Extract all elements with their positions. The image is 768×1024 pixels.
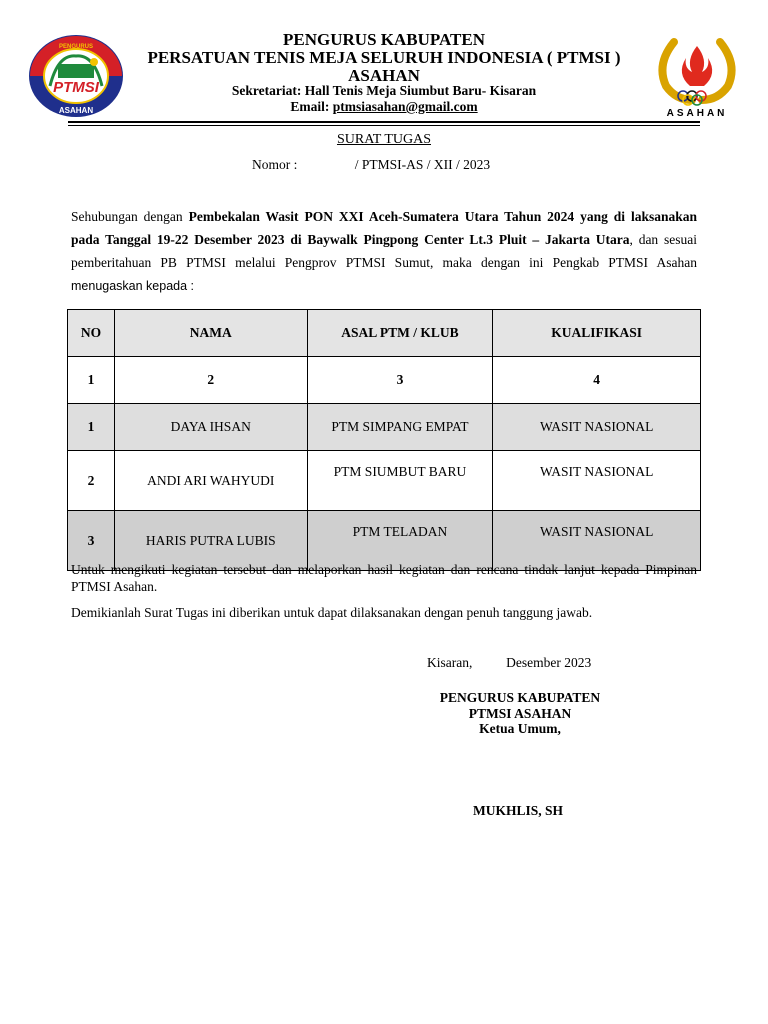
place-date: Kisaran, Desember 2023 [427, 655, 592, 670]
letterhead-line3: ASAHAN [348, 66, 420, 85]
email-link[interactable]: ptmsiasahan@gmail.com [332, 99, 478, 114]
document-number: Nomor : / PTMSI-AS / XII / 2023 [252, 157, 491, 172]
opening-part3: menugaskan kepada : [71, 279, 195, 293]
table-header-row [68, 310, 701, 357]
letterhead-divider [68, 121, 700, 123]
header-nama: NAMA [114, 310, 307, 357]
secretariat-address: Sekretariat: Hall Tenis Meja Siumbut Baru- Kisaran [231, 83, 537, 98]
closing-paragraph-1: Untuk mengikuti kegiatan tersebut dan melaporkan hasil kegiatan dan rencana tindak lanjut kepada Pimpinan PTMSI Asahan. [71, 562, 697, 594]
column-number: 1 [68, 357, 115, 404]
column-number: 4 [493, 357, 701, 404]
row-nama: HARIS PUTRA LUBIS [114, 511, 307, 571]
table-row [68, 404, 701, 451]
row-asal: PTM SIUMBUT BARU [307, 451, 493, 511]
document-title: SURAT TUGAS [336, 132, 431, 147]
header-asal: ASAL PTM / KLUB [307, 310, 493, 357]
table-row [68, 451, 701, 511]
row-no: 1 [68, 404, 115, 451]
svg-text:ASAHAN: ASAHAN [58, 106, 94, 115]
signatory-name: MUKHLIS, SH [473, 803, 564, 818]
assignment-table [67, 309, 701, 571]
column-number: 3 [307, 357, 493, 404]
letterhead-line1: PENGURUS KABUPATEN [283, 30, 485, 49]
row-nama: ANDI ARI WAHYUDI [114, 451, 307, 511]
row-no: 2 [68, 451, 115, 511]
signatory-position: Ketua Umum, [479, 721, 561, 736]
email-line [0, 99, 768, 115]
opening-bold: Pembekalan Wasit PON XXI Aceh-Sumatera Utara Tahun 2024 yang di laksanakan pada Tanggal 19-22 Desember 2023 di Baywalk Pingpong Center Lt.3 Pluit – Jakarta Utara [71, 209, 697, 247]
row-no: 3 [68, 511, 115, 571]
row-asal: PTM SIMPANG EMPAT [307, 404, 493, 451]
row-kualifikasi: WASIT NASIONAL [493, 451, 701, 511]
email-label: Email: [290, 99, 333, 114]
signatory-org-2: PTMSI ASAHAN [468, 706, 572, 721]
row-asal: PTM TELADAN [307, 511, 493, 571]
opening-part2: , dan sesuai pemberitahuan PB PTMSI melalui Pengprov PTMSI Sumut, maka dengan ini Pengkab PTMSI Asahan [71, 232, 697, 270]
row-kualifikasi: WASIT NASIONAL [493, 511, 701, 571]
opening-paragraph [71, 205, 697, 298]
row-kualifikasi: WASIT NASIONAL [493, 404, 701, 451]
letterhead-line2: PERSATUAN TENIS MEJA SELURUH INDONESIA ( PTMSI ) [147, 48, 621, 67]
svg-text:PENGURUS: PENGURUS [58, 44, 94, 50]
header-no: NO [68, 310, 115, 357]
opening-part1: Sehubungan dengan [71, 209, 189, 224]
svg-text:PTMSI: PTMSI [53, 79, 99, 96]
column-number: 2 [114, 357, 307, 404]
svg-text:ASAHAN: ASAHAN [666, 108, 728, 119]
row-nama: DAYA IHSAN [114, 404, 307, 451]
closing-paragraph-2: Demikianlah Surat Tugas ini diberikan untuk dapat dilaksanakan dengan penuh tanggung jawab. [71, 605, 593, 620]
letterhead-divider-thin [68, 125, 700, 126]
column-number-row [68, 357, 701, 404]
signatory-org-1: PENGURUS KABUPATEN [439, 690, 601, 705]
header-kualifikasi: KUALIFIKASI [493, 310, 701, 357]
